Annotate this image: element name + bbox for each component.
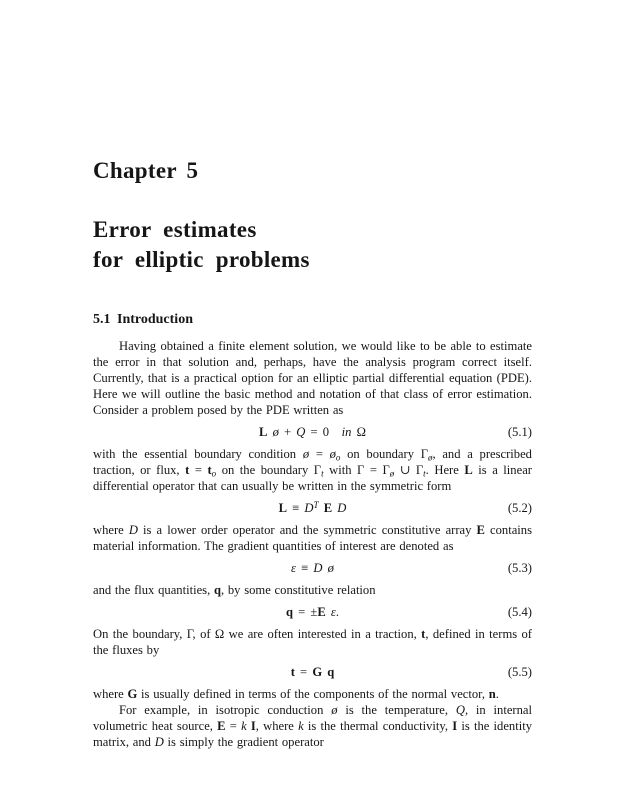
equation-5-3: [93, 560, 532, 576]
equation-5-1-body: L ø + Q = 0 in Ω: [259, 425, 366, 439]
equation-5-5: [93, 664, 532, 680]
equation-5-3-body: ε ≡ D ø: [291, 561, 334, 575]
paragraph-isotropic-example: For example, in isotropic conduction ø is the temperature, Q, in internal volumetric heat source, E = k I, where k is the thermal conductivity, I is the identity matrix, and D is simply the gradient operator: [93, 703, 533, 749]
chapter-title: [93, 215, 532, 275]
paragraph-flux-quantities: and the flux quantities, q, by some constitutive relation: [93, 583, 376, 597]
equation-number-5-1: (5.1): [507, 425, 532, 439]
equation-number-5-3: (5.3): [507, 561, 532, 575]
section-heading: 5.1 Introduction: [93, 312, 193, 327]
equation-5-2-body: $L \equiv D^T$ E D: [278, 500, 347, 515]
equation-number-5-2: (5.2): [507, 501, 532, 515]
chapter-label: Chapter 5: [93, 158, 199, 183]
equation-number-5-5: (5.5): [507, 665, 532, 679]
chapter-title-line-2: for elliptic problems: [93, 247, 310, 272]
chapter-title-line-1: Error estimates: [93, 217, 257, 242]
paragraph-boundary-conditions: with the essential boundary condition ø = $ø_o$ on boundary $\Gamma_ø$, and a prescribed traction, or flux, $t = t_o$ on the boundary $\Gamma_t$ with $\Gamma = \Gamma_ø$ ∪ $\Gamma_t$. Here L is a linear differential operator that can usually be written in the symmetric form: [93, 447, 532, 493]
equation-5-1: [93, 424, 532, 440]
equation-5-4: [93, 604, 532, 620]
paragraph-normal-vector: where G is usually defined in terms of the components of the normal vector, n.: [93, 687, 499, 701]
equation-5-5-body: t = G q: [290, 665, 335, 679]
equation-5-4-body: q = ±E ε.: [285, 605, 339, 619]
equation-5-2: [93, 500, 532, 516]
paragraph-operator-D: where D is a lower order operator and the symmetric constitutive array E contains material information. The gradient quantities of interest are denoted as: [93, 523, 532, 553]
equation-number-5-4: (5.4): [507, 605, 532, 619]
paragraph-boundary-traction: On the boundary, Γ, of Ω we are often interested in a traction, t, defined in terms of the fluxes by: [93, 627, 532, 657]
intro-paragraph-1: Having obtained a finite element solution, we would like to be able to estimate the error in that solution and, perhaps, have the analysis program correct itself. Currently, that is a practical option for an elliptic partial differential equation (PDE). Here we will outline the basic method and notation of that class of error estimation. Consider a problem posed by the PDE written as: [93, 339, 532, 417]
